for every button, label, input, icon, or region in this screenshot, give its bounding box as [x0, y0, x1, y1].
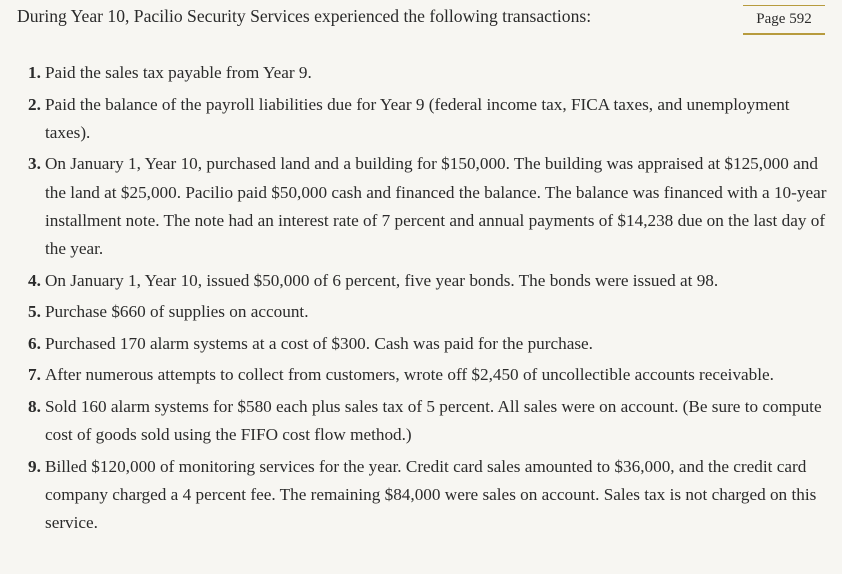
transactions-list: [28, 59, 828, 541]
transaction-number: 6.: [28, 333, 41, 353]
transaction-number: 3.: [28, 154, 41, 174]
transaction-text: On January 1, Year 10, purchased land and a building for $150,000. The building was appraised at $125,000 and the land at $25,000. Pacilio paid $50,000 cash and financed the balance. The balance was financed with a 10-year installment note. The note had an interest rate of 7 percent and annual payments of $14,238 due on the last day of the year.: [45, 154, 827, 258]
transaction-item: [28, 453, 828, 538]
transaction-item: [28, 59, 828, 87]
transaction-text: After numerous attempts to collect from customers, wrote off $2,450 of uncollectible accounts receivable.: [45, 365, 774, 385]
transaction-item: [28, 393, 828, 449]
transaction-item: [28, 330, 828, 358]
transaction-number: 4.: [28, 270, 41, 290]
transaction-number: 1.: [28, 63, 41, 82]
transaction-item: [28, 298, 828, 326]
transaction-text: Purchase $660 of supplies on account.: [45, 302, 309, 322]
transaction-item: [28, 91, 828, 147]
transaction-text: On January 1, Year 10, issued $50,000 of 6 percent, five year bonds. The bonds were issued at 98.: [45, 270, 719, 290]
transaction-number: 8.: [28, 396, 41, 416]
transaction-text: Purchased 170 alarm systems at a cost of $300. Cash was paid for the purchase.: [45, 333, 593, 353]
intro-text: During Year 10, Pacilio Security Services experienced the following transactions:: [17, 6, 592, 26]
transaction-number: 5.: [28, 302, 41, 322]
transaction-item: [28, 361, 828, 389]
transaction-text: Sold 160 alarm systems for $580 each plus sales tax of 5 percent. All sales were on account. (Be sure to compute cost of goods sold using the FIFO cost flow method.): [45, 396, 822, 445]
transaction-text: Paid the sales tax payable from Year 9.: [45, 63, 312, 82]
transaction-number: 7.: [28, 365, 41, 385]
transaction-number: 9.: [28, 456, 41, 476]
transaction-text: Billed $120,000 of monitoring services for the year. Credit card sales amounted to $36,000, and the credit card company charged a 4 percent fee. The remaining $84,000 were sales on account. Sales tax is not charged on this service.: [45, 456, 817, 533]
transaction-item: [28, 267, 828, 295]
transaction-number: 2.: [28, 94, 41, 114]
transaction-text: Paid the balance of the payroll liabilities due for Year 9 (federal income tax, FICA taxes, and unemployment taxes).: [45, 94, 790, 142]
page-number-tag[interactable]: Page 592: [743, 5, 825, 35]
transaction-item: [28, 150, 828, 263]
